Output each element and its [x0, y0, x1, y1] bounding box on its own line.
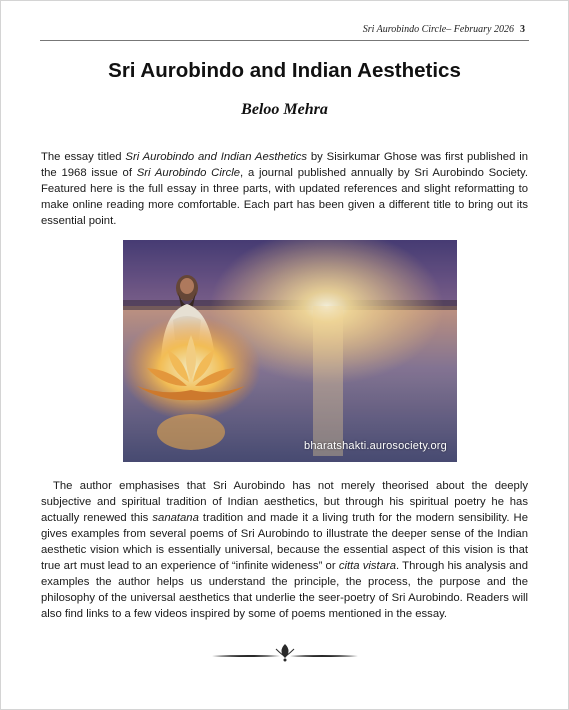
article-photo — [123, 240, 457, 462]
issue-date: – February 2026 — [446, 24, 514, 35]
journal-name: Sri Aurobindo Circle — [362, 24, 447, 35]
page-number: 3 — [520, 24, 525, 35]
decorative-divider-icon — [210, 641, 360, 663]
image-watermark: bharatshakti.aurosociety.org — [304, 440, 447, 452]
article-author: Beloo Mehra — [241, 101, 328, 118]
intro-paragraph: The essay titled Sri Aurobindo and Indian Aesthetics by Sisirkumar Ghose was first published in the 1968 issue of Sri Aurobindo Circle, a journal published annually by Sri Aurobindo Society. Featured here is the full essay in three parts, with updated references and slight reformatting to make online reading more comfortable. Each part has been given a different title to bring out its essential point. — [41, 151, 528, 227]
running-header — [0, 24, 569, 35]
header-rule — [40, 40, 529, 41]
article-title: Sri Aurobindo and Indian Aesthetics — [108, 59, 461, 82]
body-paragraph: The author emphasises that Sri Aurobindo has not merely theorised about the deeply subjective and spiritual tradition of Indian aesthetics, but through his spiritual poetry he has actually renewed this sanatana tradition and made it a living truth for the modern sensibility. He gives examples from several poems of Sri Aurobindo to illustrate the deeper sense of the Indian aesthetic vision which is essentially universal, because the essential aspect of this vision is that true art must lead to an experience of “infinite wideness” or citta vistara. Through his analysis and examples the author helps us understand the principle, the process, the purpose and the philosophy of the universal aesthetics that underlie the seer-poetry of Sri Aurobindo. Readers will also find links to a few videos inspired by some of poems mentioned in the essay. — [41, 480, 528, 620]
